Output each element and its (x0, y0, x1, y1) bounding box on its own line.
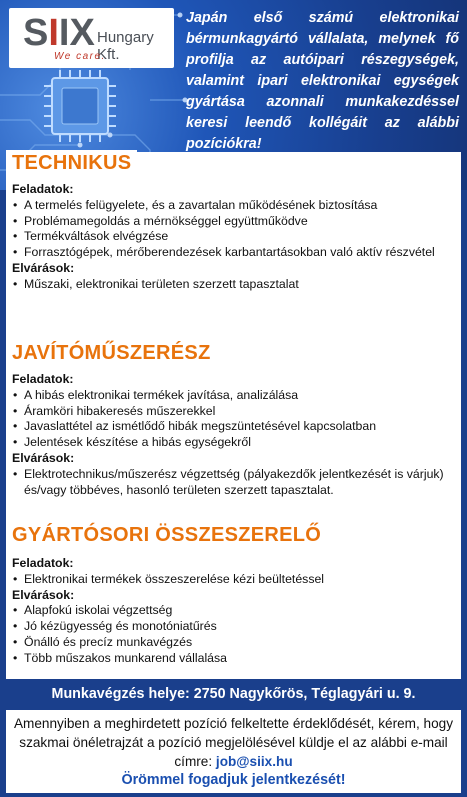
task-list (12, 388, 457, 451)
tasks-label: Feladatok: (12, 372, 74, 386)
list-item: • Több műszakos munkarend vállalása (12, 651, 457, 667)
requirements-label: Elvárások: (12, 260, 75, 275)
logo-subtitle: Hungary Kft. (97, 29, 154, 63)
list-item: • A hibás elektronikai termékek javítása, analizálása (12, 388, 457, 404)
job-section-technikus (12, 182, 457, 293)
list-item: • Elektrotechnikus/műszerész végzettség (pályakezdők jelentkezését is várjuk) és/vagy többéves, hasonló területen szerzett tapasztalat. (12, 467, 457, 499)
job-title-gyartosori-osszeszerelo: GYÁRTÓSORI ÖSSZESZERELŐ (6, 522, 327, 547)
list-item: • Javaslattétel az ismétlődő hibák megszüntetésével kapcsolatban (12, 419, 457, 435)
list-item: • Műszaki, elektronikai területen szerzett tapasztalat (12, 277, 457, 293)
application-box (6, 710, 461, 793)
task-list (12, 572, 457, 588)
list-item: • Jó kézügyesség és monotóniatűrés (12, 619, 457, 635)
list-item: • Problémamegoldás a mérnökséggel együttműködve (12, 214, 457, 230)
job-section-javitomuszeresz (12, 372, 457, 498)
company-logo (9, 8, 174, 68)
requirements-label: Elvárások: (12, 450, 75, 465)
apply-text: Amennyiben a meghirdetett pozíció felkeltette érdeklődését, kérem, hogy szakmai önéletrajzát a pozíció megjelölésével küldje el az alábbi e-mail címre: (13, 716, 454, 769)
task-list (12, 198, 457, 261)
closing-text: Örömmel fogadjuk jelentkezését! (121, 772, 346, 788)
list-item: • Jelentések készítése a hibás egységekről (12, 435, 457, 451)
requirement-list (12, 603, 457, 666)
list-item: • Alapfokú iskolai végzettség (12, 603, 457, 619)
job-section-gyartosori-osszeszerelo (12, 556, 457, 667)
work-location: Munkavégzés helye: 2750 Nagykőrös, Téglagyári u. 9. (51, 686, 416, 702)
list-item: • Elektronikai termékek összeszerelése kézi beültetéssel (12, 572, 457, 588)
job-title-javitomuszeresz: JAVÍTÓMŰSZERÉSZ (6, 340, 217, 365)
tasks-label: Feladatok: (12, 182, 74, 196)
requirement-list (12, 277, 457, 293)
list-item: • Termékváltások elvégzése (12, 229, 457, 245)
intro-text: Japán első számú elektronikai bérmunkagyártó vállalata, melynek fő profilja az autóipari részegységek, valamint ipari elektronikai egységek gyártása azonnali munkakezdéssel keresi leendő kollégáit az alábbi pozíciókra! (186, 10, 459, 152)
list-item: • Áramköri hibakeresés műszerekkel (12, 404, 457, 420)
list-item: • Forrasztógépek, mérőberendezések karbantartásokban való aktív részvétel (12, 245, 457, 261)
requirements-label: Elvárások: (12, 587, 75, 602)
job-title-technikus: TECHNIKUS (6, 150, 137, 175)
logo-tagline: We care. (54, 51, 106, 62)
list-item: • A termelés felügyelete, és a zavartalan működésének biztosítása (12, 198, 457, 214)
tasks-label: Feladatok: (12, 556, 74, 570)
logo-wordmark: SIIX (23, 12, 95, 54)
list-item: • Önálló és precíz munkavégzés (12, 635, 457, 651)
requirement-list (12, 467, 457, 499)
email-link[interactable]: job@siix.hu (215, 754, 293, 769)
